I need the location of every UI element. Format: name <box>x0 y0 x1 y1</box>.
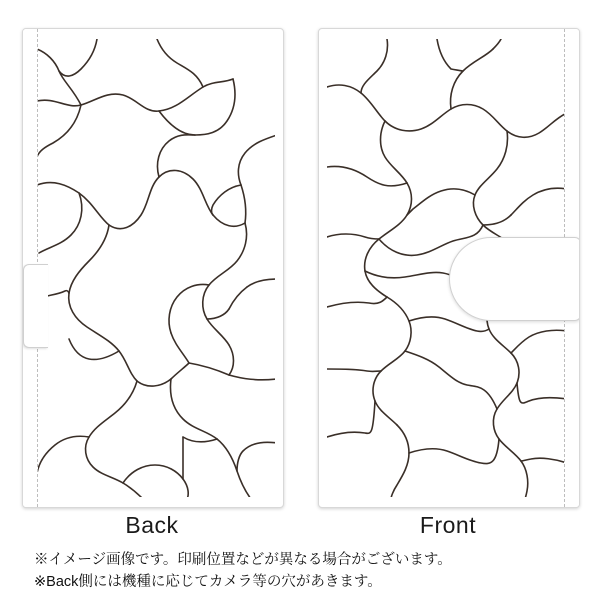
disclaimer-note-image: ※イメージ画像です。印刷位置などが異なる場合がございます。 <box>34 552 452 568</box>
magnetic-closure-flap <box>449 237 580 321</box>
card-slot-flap <box>23 264 48 348</box>
panel-labels <box>0 512 600 546</box>
front-cover-panel <box>318 28 580 508</box>
front-panel-label: Front <box>419 512 477 538</box>
disclaimer-note-camera-hole: ※Back側には機種に応じてカメラ等の穴があきます。 <box>34 574 382 590</box>
disclaimer-notes <box>34 549 594 593</box>
back-cover-panel <box>22 28 284 508</box>
back-panel-label: Back <box>125 512 179 538</box>
back-cover-pattern-art <box>37 39 275 497</box>
